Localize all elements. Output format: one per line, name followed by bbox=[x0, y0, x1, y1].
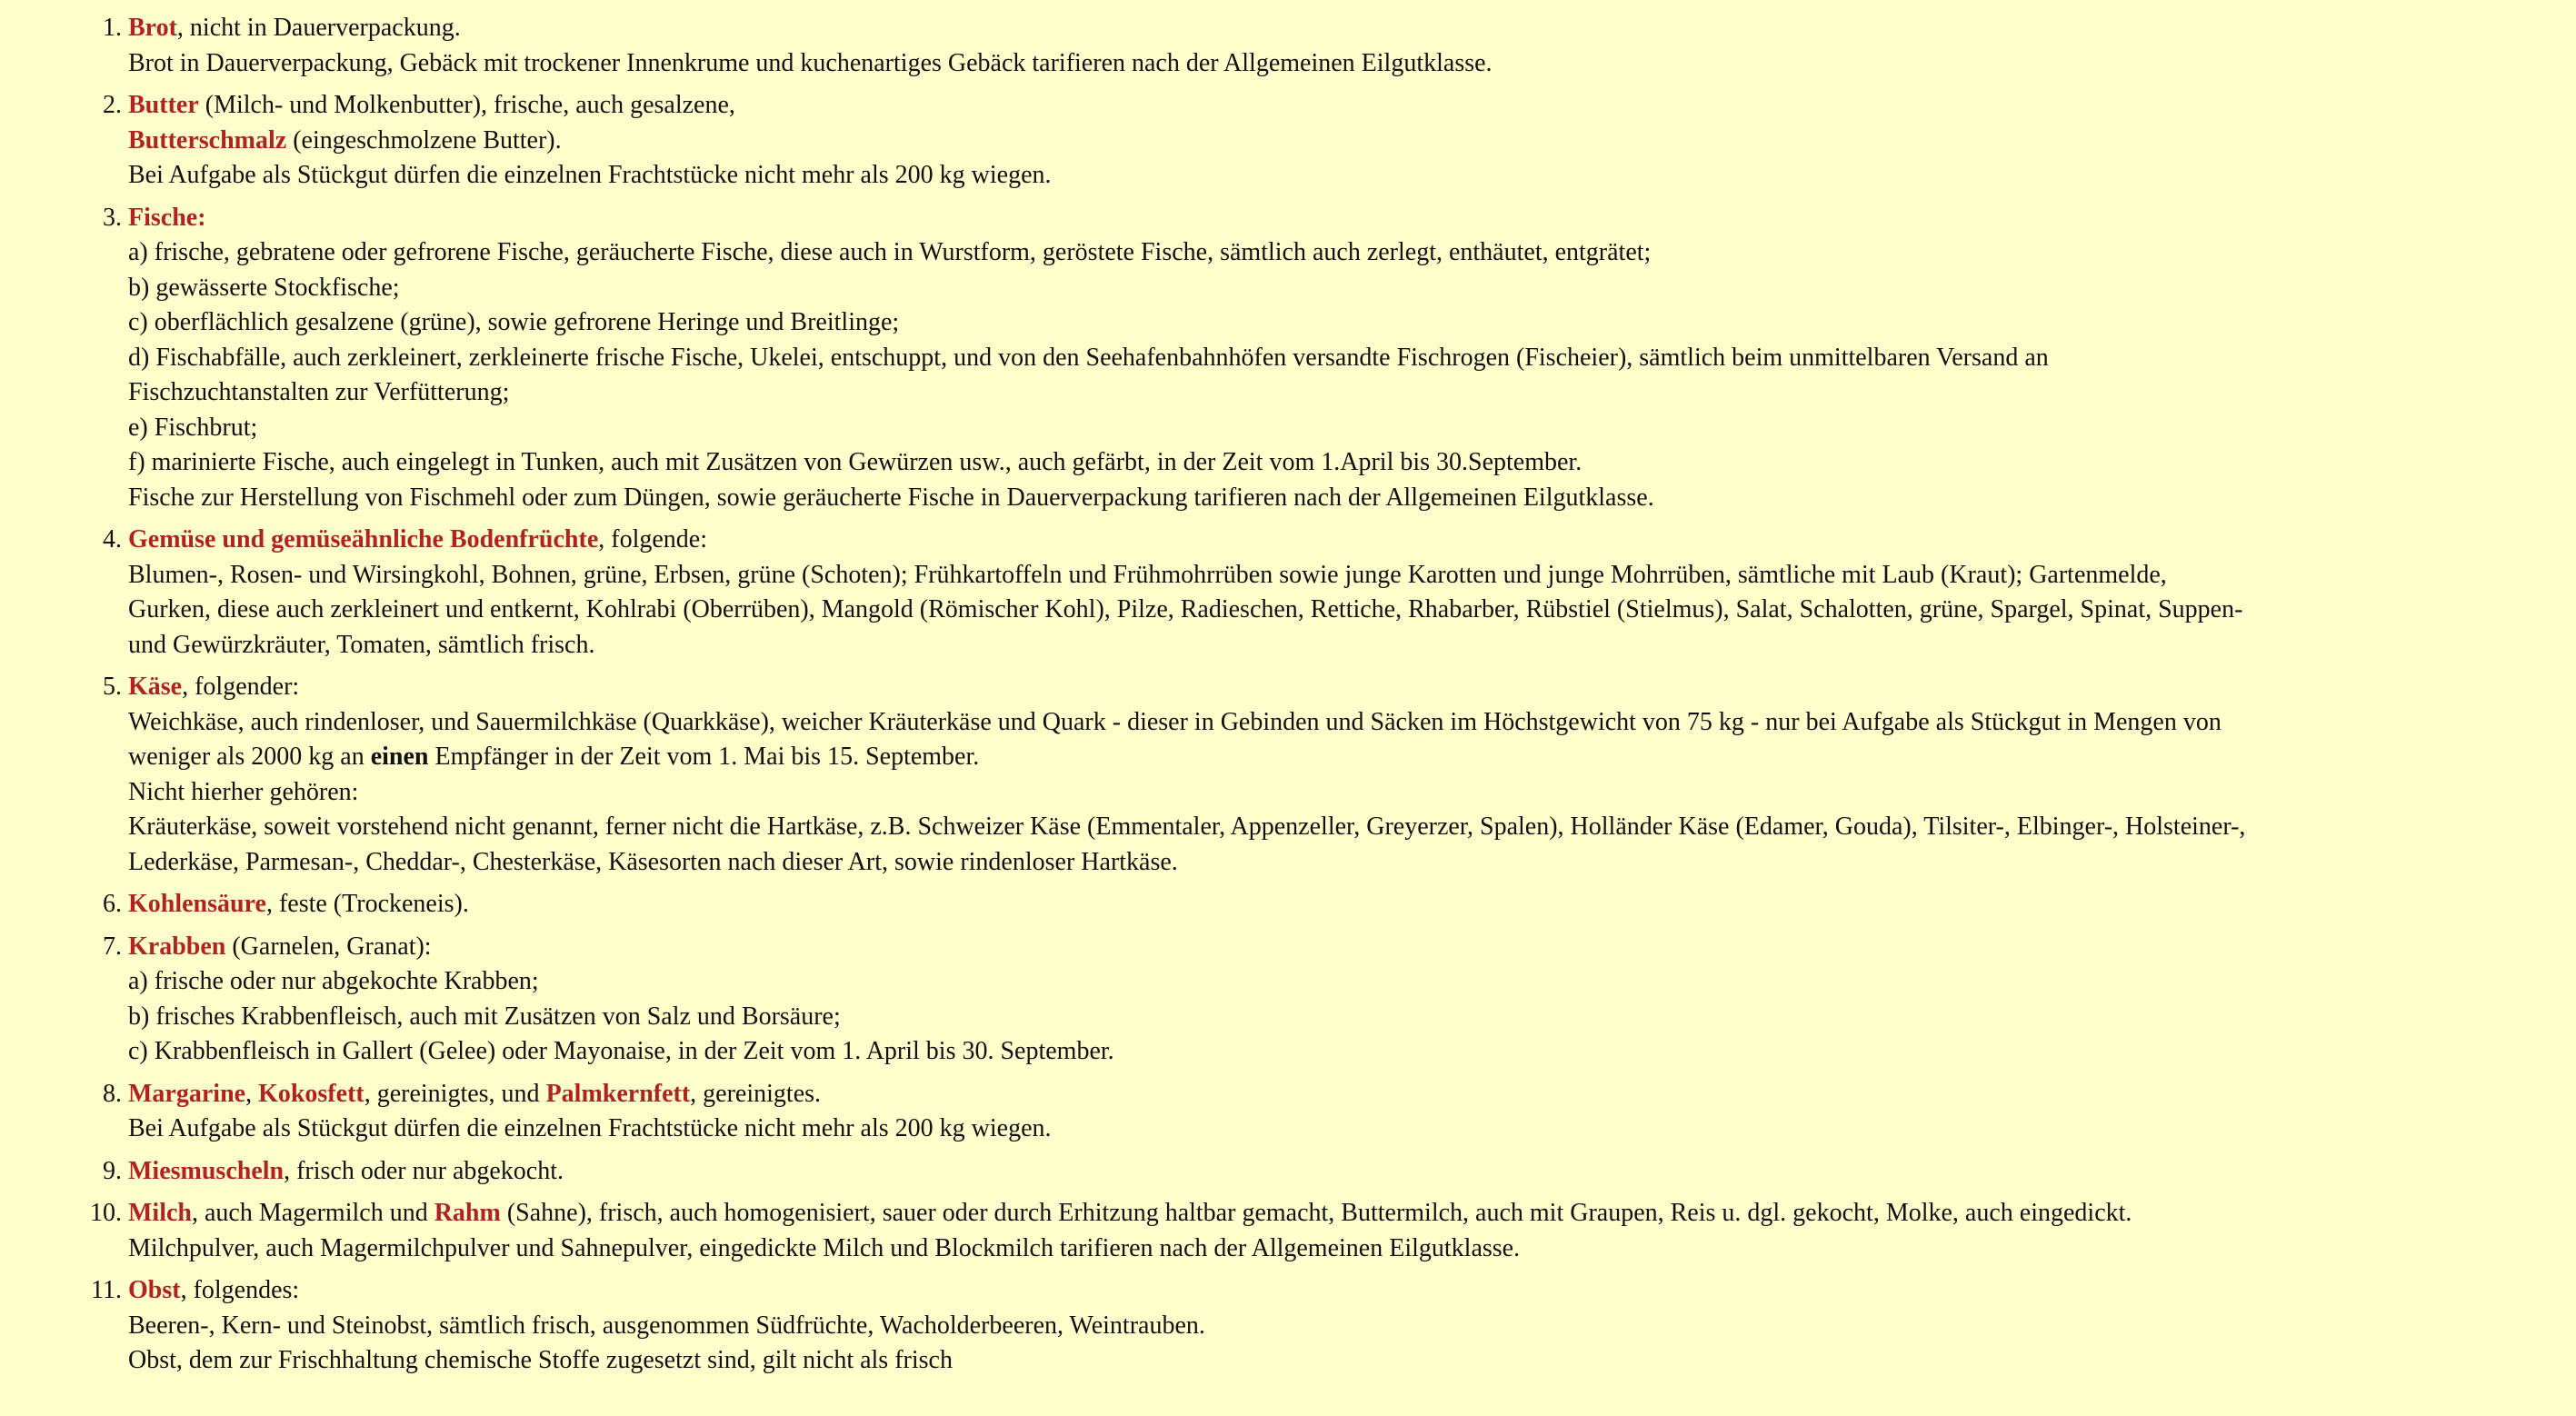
item-text-line bbox=[128, 964, 2246, 1000]
goods-term: Brot bbox=[128, 14, 177, 42]
item-text-line bbox=[128, 705, 2246, 775]
list-item bbox=[128, 887, 2246, 922]
list-item bbox=[128, 930, 2246, 1070]
text-segment: c) oberflächlich gesalzene (grüne), sowie gefrorene Heringe und Breitlinge; bbox=[128, 308, 900, 336]
item-text-line bbox=[128, 445, 2246, 481]
item-heading-line bbox=[128, 1196, 2246, 1232]
list-item bbox=[128, 1077, 2246, 1147]
item-text-line bbox=[128, 124, 2246, 159]
list-item bbox=[128, 1273, 2246, 1379]
list-item bbox=[128, 11, 2246, 81]
text-segment: a) frische oder nur abgekochte Krabben; bbox=[128, 967, 539, 995]
item-heading-line bbox=[128, 887, 2246, 922]
text-segment: Blumen-, Rosen- und Wirsingkohl, Bohnen, grüne, Erbsen, grüne (Schoten); Frühkartoffeln und Frühmohrrüben sowie junge Karotten und junge Mohrrüben, sämtliche mit Laub (Kraut); Gartenmelde, Gurken, diese auch zerkleinert und entkernt, Kohlrabi (Oberrüben), Mangold (Römischer Kohl), Pilze, Radieschen, Rettiche, Rhabarber, Rübstiel (Stielmus), Salat, Schalotten, grüne, Spargel, Spinat, Suppen- und Gewürzkräuter, Tomaten, sämtlich frisch. bbox=[128, 560, 2243, 659]
text-segment: , nicht in Dauerverpackung. bbox=[176, 14, 461, 42]
text-segment: Empfänger in der Zeit vom 1. Mai bis 15. September. bbox=[428, 743, 980, 771]
item-text-line bbox=[128, 810, 2246, 880]
text-segment: , feste (Trockeneis). bbox=[265, 890, 469, 918]
goods-term: Rahm bbox=[434, 1199, 501, 1227]
text-segment: (Sahne), frisch, auch homogenisiert, sauer oder durch Erhitzung haltbar gemacht, Buttermilch, auch mit Graupen, Reis u. dgl. gekocht, Molke, auch eingedickt. bbox=[500, 1199, 2132, 1227]
list-item bbox=[128, 201, 2246, 516]
list-item bbox=[128, 1154, 2246, 1190]
item-heading-line bbox=[128, 88, 2246, 124]
item-text-line bbox=[128, 1343, 2246, 1379]
text-segment: Obst, dem zur Frischhaltung chemische Stoffe zugesetzt sind, gilt nicht als frisch bbox=[128, 1346, 953, 1374]
item-heading-line bbox=[128, 523, 2246, 558]
item-text-line bbox=[128, 46, 2246, 82]
item-text-line bbox=[128, 1309, 2246, 1344]
text-segment: a) frische, gebratene oder gefrorene Fische, geräucherte Fische, diese auch in Wurstform, geröstete Fische, sämtlich auch zerlegt, enthäutet, entgrätet; bbox=[128, 238, 1652, 266]
goods-term: Kokosfett bbox=[258, 1079, 364, 1108]
goods-term: Butterschmalz bbox=[128, 125, 287, 155]
text-segment: , folgende: bbox=[598, 525, 707, 553]
list-item bbox=[128, 670, 2246, 880]
text-segment: (eingeschmolzene Butter). bbox=[286, 125, 562, 155]
goods-term: Miesmuscheln bbox=[128, 1156, 285, 1185]
text-segment: c) Krabbenfleisch in Gallert (Gelee) oder Mayonaise, in der Zeit vom 1. April bis 30. September. bbox=[128, 1037, 1114, 1065]
goods-term: Käse bbox=[128, 673, 183, 701]
text-segment: Kräuterkäse, soweit vorstehend nicht genannt, ferner nicht die Hartkäse, z.B. Schweizer Käse (Emmentaler, Appenzeller, Greyerzer, Spalen), Holländer Käse (Edamer, Gouda), Tilsiter-, Elbinger-, Holsteiner-, Lederkäse, Parmesan-, Cheddar-, Chesterkäse, Käsesorten nach dieser Art, sowie rindenloser Hartkäse. bbox=[128, 813, 2246, 876]
item-text-line bbox=[128, 1232, 2246, 1267]
item-text-line bbox=[128, 558, 2246, 663]
goods-term: Fische: bbox=[128, 203, 206, 232]
item-text-line bbox=[128, 305, 2246, 341]
item-text-line bbox=[128, 1000, 2246, 1035]
item-text-line bbox=[128, 235, 2246, 271]
text-segment: d) Fischabfälle, auch zerkleinert, zerkleinerte frische Fische, Ukelei, entschuppt, und von den Seehafenbahnhöfen versandte Fischrogen (Fischeier), sämtlich beim unmittelbaren Versand an Fischzuchtanstalten zur Verfütterung; bbox=[128, 343, 2049, 406]
item-text-line bbox=[128, 1112, 2246, 1147]
goods-term: Milch bbox=[128, 1199, 192, 1227]
text-segment: , frisch oder nur abgekocht. bbox=[284, 1156, 564, 1185]
item-text-line bbox=[128, 1034, 2246, 1070]
item-heading-line bbox=[128, 1154, 2246, 1190]
item-text-line bbox=[128, 158, 2246, 194]
text-segment: (Garnelen, Granat): bbox=[225, 932, 432, 961]
list-item bbox=[128, 1196, 2246, 1266]
text-segment: b) frisches Krabbenfleisch, auch mit Zusätzen von Salz und Borsäure; bbox=[128, 1002, 841, 1031]
item-text-line bbox=[128, 481, 2246, 516]
text-segment: b) gewässerte Stockfische; bbox=[128, 273, 400, 302]
item-text-line bbox=[128, 341, 2246, 411]
item-heading-line bbox=[128, 11, 2246, 46]
item-heading-line bbox=[128, 201, 2246, 236]
item-text-line bbox=[128, 271, 2246, 306]
item-heading-line bbox=[128, 670, 2246, 705]
goods-term: Krabben bbox=[128, 932, 226, 961]
text-segment: , folgendes: bbox=[180, 1276, 300, 1304]
item-heading-line bbox=[128, 930, 2246, 965]
list-item bbox=[128, 88, 2246, 194]
text-segment: Fische zur Herstellung von Fischmehl oder zum Düngen, sowie geräucherte Fische in Dauerverpackung tarifieren nach der Allgemeinen Eilgutklasse. bbox=[128, 483, 1654, 512]
item-text-line bbox=[128, 775, 2246, 811]
text-segment: f) marinierte Fische, auch eingelegt in Tunken, auch mit Zusätzen von Gewürzen usw., auch gefärbt, in der Zeit vom 1.April bis 30.September. bbox=[128, 448, 1583, 476]
goods-term: Butter bbox=[128, 91, 199, 119]
goods-term: Margarine bbox=[128, 1079, 246, 1108]
item-text-line bbox=[128, 411, 2246, 446]
text-segment: , folgender: bbox=[182, 673, 300, 701]
text-segment: , auch Magermilch und bbox=[192, 1199, 434, 1227]
goods-term: Kohlensäure bbox=[128, 890, 266, 918]
goods-term: Obst bbox=[128, 1276, 181, 1304]
text-segment: Brot in Dauerverpackung, Gebäck mit trockener Innenkrume und kuchenartiges Gebäck tarifieren nach der Allgemeinen Eilgutklasse. bbox=[128, 48, 1493, 77]
text-segment: Bei Aufgabe als Stückgut dürfen die einzelnen Frachtstücke nicht mehr als 200 kg wiegen. bbox=[128, 161, 1052, 189]
emphasis-text: einen bbox=[370, 743, 429, 771]
text-segment: , gereinigtes, und bbox=[364, 1079, 546, 1108]
text-segment: Weichkäse, auch rindenloser, und Sauermilchkäse (Quarkkäse), weicher Kräuterkäse und Quark - dieser in Gebinden und Säcken im Höchstgewicht von 75 kg - nur bei Aufgabe als Stückgut in Mengen von weniger als 2000 kg an bbox=[128, 707, 2222, 771]
text-segment: Beeren-, Kern- und Steinobst, sämtlich frisch, ausgenommen Südfrüchte, Wacholderbeeren, Weintrauben. bbox=[128, 1311, 1205, 1340]
goods-term: Gemüse und gemüseähnliche Bodenfrüchte bbox=[128, 525, 599, 553]
text-segment: , gereinigtes. bbox=[690, 1079, 822, 1108]
text-segment: Nicht hierher gehören: bbox=[128, 777, 359, 806]
list-item bbox=[128, 523, 2246, 663]
item-heading-line bbox=[128, 1077, 2246, 1112]
text-segment: Bei Aufgabe als Stückgut dürfen die einzelnen Frachtstücke nicht mehr als 200 kg wiegen. bbox=[128, 1114, 1052, 1142]
item-heading-line bbox=[128, 1273, 2246, 1309]
text-segment: e) Fischbrut; bbox=[128, 413, 258, 442]
goods-term: Palmkernfett bbox=[545, 1079, 691, 1108]
text-segment: Milchpulver, auch Magermilchpulver und Sahnepulver, eingedickte Milch und Blockmilch tarifieren nach der Allgemeinen Eilgutklasse. bbox=[128, 1233, 1521, 1262]
text-segment: (Milch- und Molkenbutter), frische, auch gesalzene, bbox=[198, 91, 735, 119]
text-segment: , bbox=[245, 1079, 259, 1108]
